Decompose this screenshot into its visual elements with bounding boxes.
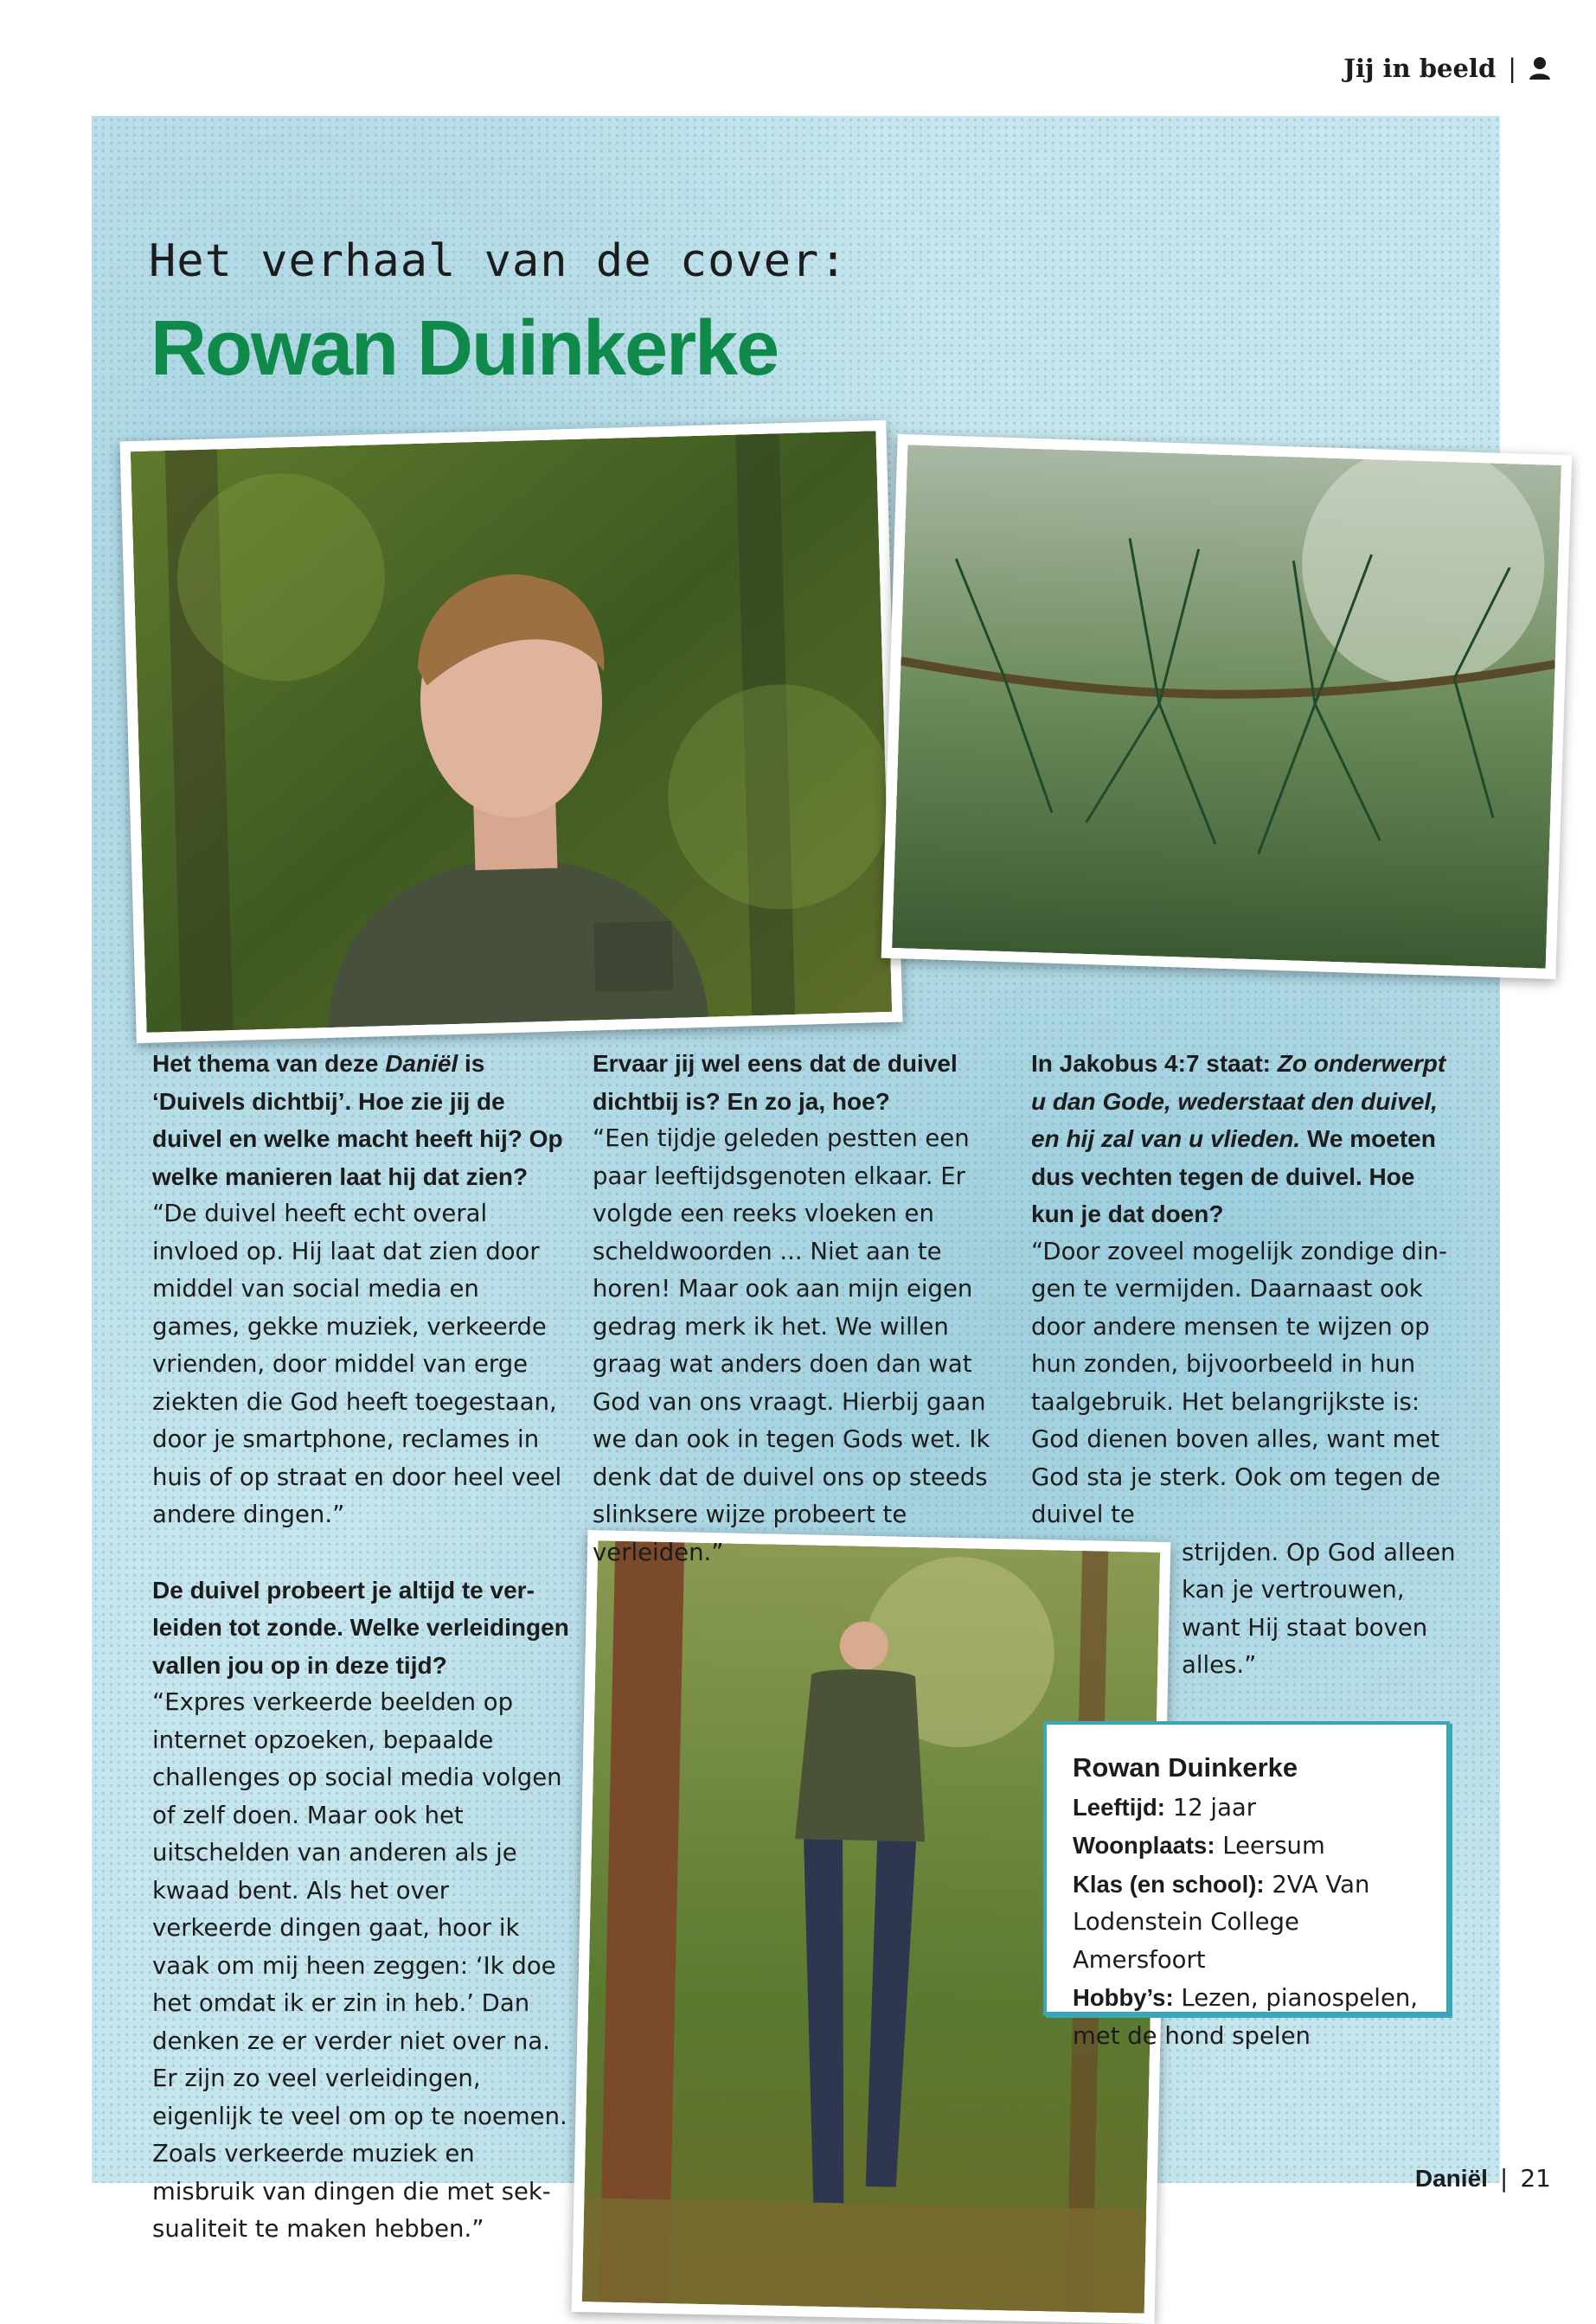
answer-3: “Een tijdje geleden pestten een paar leeftijdsgenoten elkaar. Er volgde een reeks vloeken en scheldwoorden ... Niet aan te horen! Maar ook aan mijn eigen gedrag merk ik het. We willen graag wat anders doen dan wat God van ons vraagt. Hierbij gaan we dan ook in tegen Gods wet. Ik denk dat de duivel ons op steeds slinksere wijze probeert te verleiden.” xyxy=(593,1124,990,1566)
section-label: Jij in beeld xyxy=(1343,54,1497,83)
city-value: Leersum xyxy=(1222,1832,1325,1860)
profile-name: Rowan Duinkerke xyxy=(1073,1752,1298,1783)
page-title: Rowan Duinkerke xyxy=(151,305,779,392)
question-4 xyxy=(1031,1045,1460,1233)
hobby-label: Hobby’s: xyxy=(1073,1984,1174,2011)
answer-4-continued: strijden. Op God alleen kan je vertrouwen, want Hij staat boven alles.” xyxy=(1182,1538,1456,1679)
question-1-text-a: Het thema van deze xyxy=(152,1050,386,1077)
question-1 xyxy=(152,1045,573,1195)
column-3 xyxy=(1031,1045,1460,1685)
header-separator: | xyxy=(1508,54,1516,83)
question-3: Ervaar jij wel eens dat de duivel dichtbij is? En zo ja, hoe? xyxy=(593,1050,958,1115)
magazine-title: Daniël xyxy=(1414,2164,1488,2192)
question-4-text-a: In Jakobus 4:7 staat: xyxy=(1031,1050,1278,1077)
footer-separator: | xyxy=(1499,2164,1509,2193)
pine-branch-photo xyxy=(881,434,1573,979)
question-4-text-b: We moeten dus vechten tegen de duivel. Hoe kun je dat doen? xyxy=(1031,1125,1436,1227)
page-number: 21 xyxy=(1520,2164,1551,2193)
person-icon xyxy=(1529,56,1551,80)
question-1-text-b: is ‘Duivels dichtbij’. Hoe zie jij de duivel en welke macht heeft hij? Op welke manieren laat hij dat zien? xyxy=(152,1050,563,1190)
question-2: De duivel probeert je altijd te verleiden tot zonde. Welke verleidingen vallen jou op in deze tijd? xyxy=(152,1576,569,1679)
answer-1: “De duivel heeft echt overal invloed op. Hij laat dat zien door middel van social media en games, gekke muziek, verkeerde vrienden, door middel van erge ziekten die God heeft toegestaan, door je smartphone, reclames in huis of op straat en door heel veel andere dingen.” xyxy=(152,1200,562,1528)
profile-school xyxy=(1073,1866,1420,1980)
profile-city xyxy=(1073,1827,1420,1866)
kicker: Het verhaal van de cover: xyxy=(149,235,848,287)
school-value: 2VA Van Lodenstein College Amersfoort xyxy=(1073,1870,1370,1974)
profile-age xyxy=(1073,1789,1420,1828)
column-1 xyxy=(152,1045,573,2249)
portrait-photo xyxy=(119,420,902,1043)
age-label: Leeftijd: xyxy=(1073,1793,1165,1821)
section-header xyxy=(1343,54,1551,83)
age-value: 12 jaar xyxy=(1172,1793,1257,1821)
profile-fact-box xyxy=(1043,1721,1450,2050)
answer-2: “Expres verkeerde beelden op internet opzoeken, bepaalde challenges op social media volgen of zelf doen. Maar ook het uitschelden van anderen als je kwaad bent. Als het over verkeerde dingen gaat, hoor ik vaak om mij heen zeggen: ‘Ik doe het omdat ik er zin in heb.’ Dan denken ze er verder niet over na. Er zijn zo veel verleidingen, eigenlijk te veel om op te noemen. Zoals verkeerde muziek en misbruik van dingen die met seksualiteit te maken hebben.” xyxy=(152,1688,567,2243)
page-footer xyxy=(1415,2164,1551,2193)
column-2 xyxy=(593,1045,1016,1572)
city-label: Woonplaats: xyxy=(1073,1832,1215,1859)
school-label: Klas (en school): xyxy=(1073,1870,1265,1898)
bible-quote: Zo onderwerpt u dan Gode, wederstaat den duivel, en hij zal van u vlieden. xyxy=(1031,1050,1446,1152)
hobby-value: Lezen, pianospelen, met de hond spelen xyxy=(1073,1984,1419,2050)
answer-4: “Door zoveel mogelijk zondige dingen te vermijden. Daarnaast ook door andere mensen te wijzen op hun zonden, bijvoorbeeld in hun taalgebruik. Het belangrijkste is: God dienen boven alles, want met God sta je sterk. Ook om tegen de duivel te xyxy=(1031,1237,1447,1528)
magazine-name: Daniël xyxy=(385,1050,458,1077)
profile-hobby xyxy=(1073,1979,1420,2055)
